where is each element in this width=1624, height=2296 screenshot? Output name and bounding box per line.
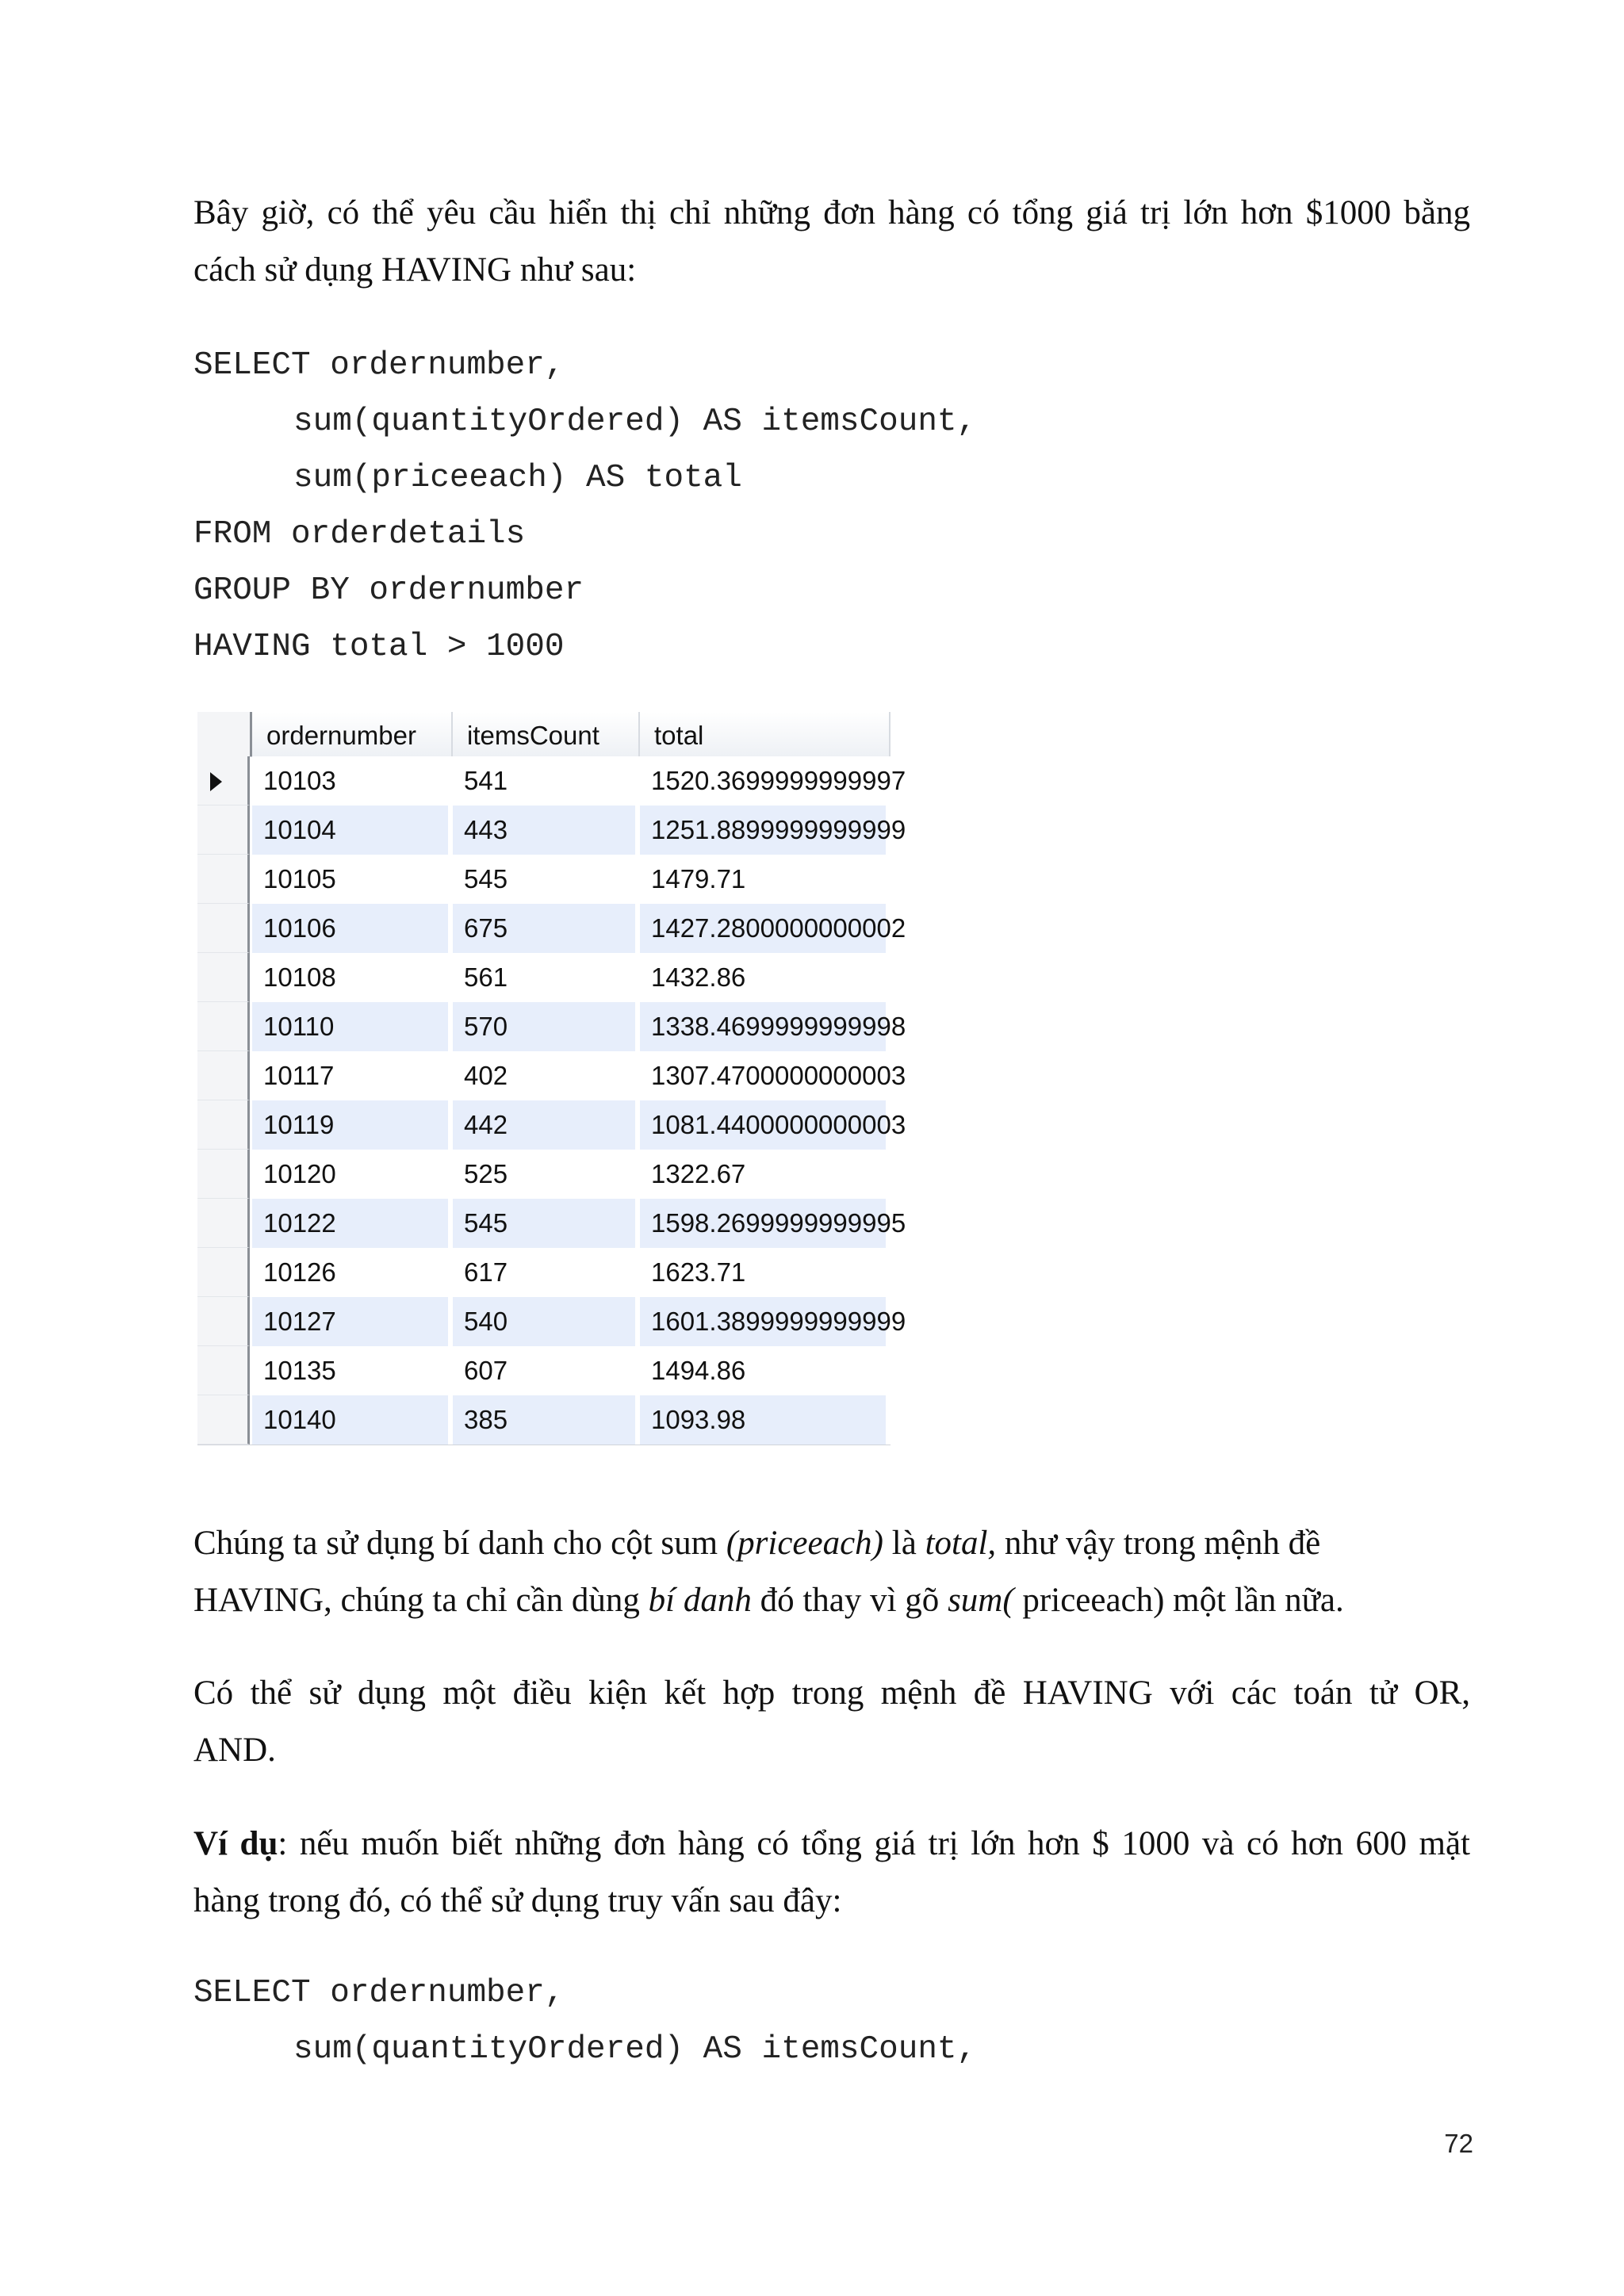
grid-footer: [197, 1445, 891, 1448]
text-run: là: [883, 1525, 925, 1562]
cell-itemscount[interactable]: 545: [453, 855, 640, 904]
code-line: SELECT ordernumber,: [193, 1975, 565, 2011]
sql-query-having: [193, 338, 976, 675]
code-line: sum(quantityOrdered) AS itemsCount,: [293, 404, 977, 440]
example-line-1: [193, 1816, 1470, 1873]
code-line: HAVING total > 1000: [193, 629, 565, 665]
code-line: GROUP BY ordernumber: [193, 572, 584, 609]
current-row-arrow-icon: [210, 772, 222, 791]
cell-ordernumber[interactable]: 10108: [252, 953, 453, 1002]
table-row[interactable]: [197, 1346, 891, 1395]
cell-itemscount[interactable]: 385: [453, 1395, 640, 1445]
intro-line-1: Bây giờ, có thể yêu cầu hiển thị chỉ những đơn hàng có tổng giá trị lớn hơn $1000 bằng: [193, 194, 1470, 232]
row-selector[interactable]: [197, 904, 250, 953]
cell-total[interactable]: 1251.8899999999999: [640, 806, 891, 855]
cell-ordernumber[interactable]: 10120: [252, 1150, 453, 1199]
combine-line-2: AND.: [193, 1732, 276, 1769]
cell-ordernumber[interactable]: 10105: [252, 855, 453, 904]
example-paragraph: [193, 1816, 1470, 1930]
cell-total[interactable]: 1307.4700000000003: [640, 1051, 891, 1100]
combined-condition-paragraph: [193, 1665, 1470, 1779]
row-selector[interactable]: [197, 855, 250, 904]
cell-ordernumber[interactable]: 10117: [252, 1051, 453, 1100]
cell-itemscount[interactable]: 545: [453, 1199, 640, 1248]
cell-itemscount[interactable]: 675: [453, 904, 640, 953]
text-run: như vậy trong mệnh đề: [996, 1525, 1321, 1562]
cell-itemscount[interactable]: 540: [453, 1297, 640, 1346]
cell-ordernumber[interactable]: 10135: [252, 1346, 453, 1395]
cell-total[interactable]: 1322.67: [640, 1150, 891, 1199]
code-line: sum(priceeach) AS total: [293, 460, 742, 496]
combine-line-1: Có thể sử dụng một điều kiện kết hợp trong mệnh đề HAVING với các toán tử OR,: [193, 1674, 1470, 1712]
cell-itemscount[interactable]: 443: [453, 806, 640, 855]
italic-run: bí danh: [648, 1582, 752, 1619]
cell-ordernumber[interactable]: 10140: [252, 1395, 453, 1445]
cell-ordernumber[interactable]: 10127: [252, 1297, 453, 1346]
table-row[interactable]: [197, 1395, 891, 1445]
cell-ordernumber[interactable]: 10126: [252, 1248, 453, 1297]
row-selector[interactable]: [197, 806, 250, 855]
table-row[interactable]: [197, 855, 891, 904]
cell-total[interactable]: 1520.3699999999997: [640, 756, 891, 806]
row-selector[interactable]: [197, 756, 250, 806]
intro-line-2: cách sử dụng HAVING như sau:: [193, 251, 637, 289]
cell-total[interactable]: 1479.71: [640, 855, 891, 904]
table-row[interactable]: [197, 756, 906, 806]
row-selector[interactable]: [197, 1395, 250, 1445]
cell-ordernumber[interactable]: 10106: [252, 904, 453, 953]
cell-ordernumber[interactable]: 10119: [252, 1100, 453, 1150]
column-header-ordernumber[interactable]: ordernumber: [252, 712, 453, 756]
example-label: Ví dụ: [193, 1825, 278, 1862]
cell-itemscount[interactable]: 561: [453, 953, 640, 1002]
cell-total[interactable]: 1093.98: [640, 1395, 891, 1445]
row-selector[interactable]: [197, 1150, 250, 1199]
row-selector[interactable]: [197, 1002, 250, 1051]
column-header-total[interactable]: total: [640, 712, 891, 756]
cell-itemscount[interactable]: 402: [453, 1051, 640, 1100]
italic-run: (priceeach): [726, 1525, 884, 1562]
table-row[interactable]: [197, 806, 906, 855]
table-row[interactable]: [197, 953, 891, 1002]
example-line-2: hàng trong đó, có thể sử dụng truy vấn sau đây:: [193, 1882, 842, 1919]
cell-ordernumber[interactable]: 10104: [252, 806, 453, 855]
grid-corner: [197, 712, 252, 756]
text-run: đó thay vì gõ: [751, 1582, 948, 1619]
cell-ordernumber[interactable]: 10110: [252, 1002, 453, 1051]
row-selector[interactable]: [197, 1297, 250, 1346]
table-row[interactable]: [197, 1100, 906, 1150]
alias-explanation: [193, 1515, 1470, 1629]
row-selector[interactable]: [197, 1248, 250, 1297]
alias-line-1: [193, 1515, 1470, 1572]
row-selector[interactable]: [197, 1199, 250, 1248]
table-row[interactable]: [197, 1248, 891, 1297]
row-selector[interactable]: [197, 1051, 250, 1100]
code-line: FROM orderdetails: [193, 516, 526, 553]
text-run: HAVING, chúng ta chỉ cần dùng: [193, 1582, 649, 1619]
table-row[interactable]: [197, 1150, 891, 1199]
row-selector[interactable]: [197, 1346, 250, 1395]
cell-total[interactable]: 1623.71: [640, 1248, 891, 1297]
cell-total[interactable]: 1338.4699999999998: [640, 1002, 891, 1051]
italic-run: sum(: [948, 1582, 1014, 1619]
cell-total[interactable]: 1081.4400000000003: [640, 1100, 891, 1150]
table-row[interactable]: [197, 1051, 906, 1100]
page-number: 72: [1444, 2129, 1473, 2158]
row-selector[interactable]: [197, 1100, 250, 1150]
table-row[interactable]: [197, 904, 906, 953]
cell-ordernumber[interactable]: 10122: [252, 1199, 453, 1248]
text-run: priceeach) một lần nữa.: [1013, 1582, 1344, 1619]
grid-header: [197, 712, 891, 757]
italic-run: total,: [925, 1525, 997, 1562]
cell-itemscount[interactable]: 570: [453, 1002, 640, 1051]
cell-total[interactable]: 1494.86: [640, 1346, 891, 1395]
table-row[interactable]: [197, 1199, 906, 1248]
cell-itemscount[interactable]: 525: [453, 1150, 640, 1199]
text-run: Chúng ta sử dụng bí danh cho cột sum: [193, 1525, 726, 1562]
cell-total[interactable]: 1427.2800000000002: [640, 904, 891, 953]
intro-paragraph: [193, 185, 1470, 299]
table-row[interactable]: [197, 1002, 906, 1051]
cell-itemscount[interactable]: 442: [453, 1100, 640, 1150]
cell-total[interactable]: 1432.86: [640, 953, 891, 1002]
result-grid: [197, 712, 906, 1448]
text-run: : nếu muốn biết những đơn hàng có tổng giá trị lớn hơn $ 1000 và có hơn 600 mặt: [278, 1825, 1470, 1862]
code-line: sum(quantityOrdered) AS itemsCount,: [293, 2031, 977, 2068]
code-line: SELECT ordernumber,: [193, 347, 565, 384]
cell-ordernumber[interactable]: 10103: [252, 756, 453, 806]
cell-itemscount[interactable]: 541: [453, 756, 640, 806]
cell-itemscount[interactable]: 607: [453, 1346, 640, 1395]
sql-query-combined: [193, 1965, 976, 2078]
cell-itemscount[interactable]: 617: [453, 1248, 640, 1297]
cell-total[interactable]: 1601.3899999999999: [640, 1297, 891, 1346]
cell-total[interactable]: 1598.2699999999995: [640, 1199, 891, 1248]
column-header-itemscount[interactable]: itemsCount: [453, 712, 640, 756]
row-selector[interactable]: [197, 953, 250, 1002]
alias-line-2: [193, 1572, 1470, 1629]
table-row[interactable]: [197, 1297, 906, 1346]
grid-rows: [197, 756, 906, 1445]
